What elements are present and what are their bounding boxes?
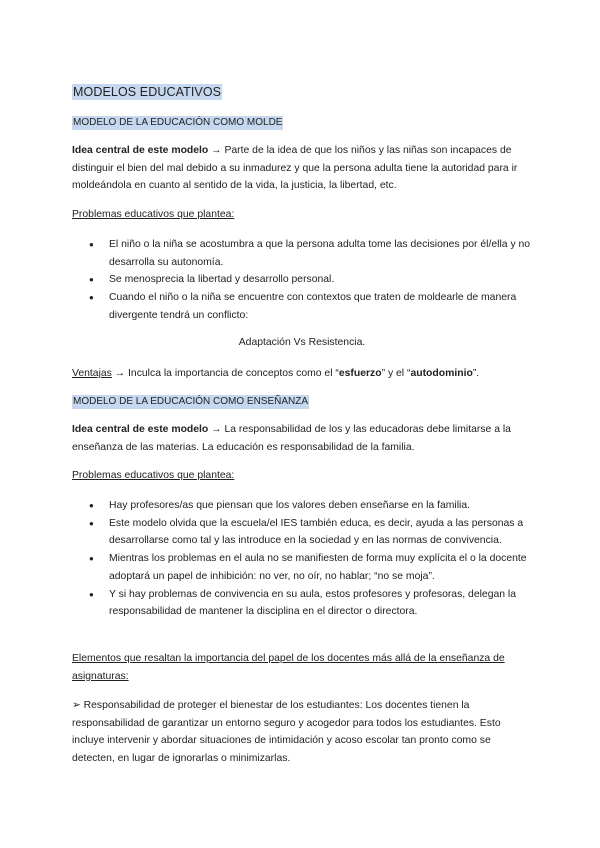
list-item: ● Se menosprecia la libertad y desarrollo personal.: [72, 271, 532, 289]
ventajas-keyword: esfuerzo: [338, 368, 382, 379]
ventajas-text: ” y el “: [381, 368, 411, 379]
idea-text: La responsabilidad de los y las educadoras debe limitarse a la enseñanza de las materias. La educación es responsabilidad de la familia.: [72, 424, 511, 453]
idea-central-molde: [72, 142, 532, 195]
problems-list-ensenanza: [72, 497, 532, 621]
problems-list-molde: [72, 236, 532, 325]
responsibility-paragraph: ➢ Responsabilidad de proteger el bienestar de los estudiantes: Los docentes tienen la responsabilidad de garantizar un entorno seguro y acogedor para todos los estudiantes. Esto incluye intervenir y abordar situaciones de intimidación y acoso escolar tan pronto como se detecten, en lugar de ignorarlas o minimizarlas.: [72, 700, 501, 765]
document-title: MODELOS EDUCATIVOS: [73, 85, 222, 99]
ventajas-label: Ventajas: [72, 368, 112, 379]
list-item: ● Mientras los problemas en el aula no se manifiesten de forma muy explícita el o la docente adoptará un papel de inhibición: no ver, no oír, no hablar; “no se moja”.: [72, 550, 532, 585]
arrow-glyph: →: [208, 424, 225, 435]
list-item: ● Cuando el niño o la niña se encuentre con contextos que traten de moldearle de manera divergente tendrá un conflicto:: [72, 289, 532, 324]
idea-label: Idea central de este modelo: [72, 145, 209, 156]
list-item: ● Este modelo olvida que la escuela/el IES también educa, es decir, ayuda a las personas a desarrollarse como tal y las introduce en la sociedad y en las normas de convivencia.: [72, 515, 532, 550]
ventajas-keyword: autodominio: [410, 368, 473, 379]
list-item: ● Y si hay problemas de convivencia en su aula, estos profesores y profesoras, delegan la responsabilidad de mantener la disciplina en el director o directora.: [72, 586, 532, 621]
ventajas-molde: [72, 365, 532, 383]
list-item: ● El niño o la niña se acostumbra a que la persona adulta tome las decisiones por él/ella y no desarrolla su autonomía.: [72, 236, 532, 271]
idea-label: Idea central de este modelo: [72, 424, 209, 435]
section-heading-ensenanza: MODELO DE LA EDUCACIÓN COMO ENSEÑANZA: [73, 396, 309, 407]
ventajas-text: ”.: [472, 368, 480, 379]
idea-central-ensenanza: [72, 421, 532, 456]
list-item: ● Hay profesores/as que piensan que los valores deben enseñarse en la familia.: [72, 497, 532, 515]
arrow-glyph: →: [111, 368, 129, 379]
problems-title-ensenanza: Problemas educativos que plantea:: [72, 470, 235, 481]
arrow-glyph: →: [208, 145, 225, 156]
problems-title-molde: Problemas educativos que plantea:: [72, 209, 235, 220]
elements-title: Elementos que resaltan la importancia del papel de los docentes más allá de la enseñanza de asignaturas:: [72, 653, 505, 682]
ventajas-text: Inculca la importancia de conceptos como el “: [128, 368, 339, 379]
adaptacion-line: Adaptación Vs Resistencia.: [238, 337, 366, 348]
section-heading-molde: MODELO DE LA EDUCACIÓN COMO MOLDE: [73, 117, 283, 128]
idea-text: Parte de la idea de que los niños y las niñas son incapaces de distinguir el bien del mal debido a su inmadurez y que la persona adulta tiene la autoridad para ir moldeándola en cuanto al sentido de la vida, la justicia, la libertad, etc.: [72, 145, 518, 192]
